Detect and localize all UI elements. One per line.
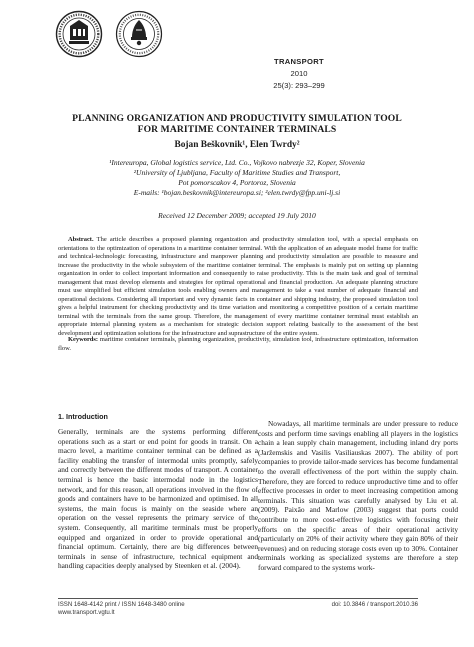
affiliation-1: ¹Intereuropa, Global logistics service, Ltd. Co., Vojkovo nabrezje 32, Koper, Slovenia	[109, 158, 365, 167]
keywords	[58, 336, 418, 353]
left-column	[58, 412, 258, 571]
article-title	[40, 113, 434, 135]
journal-year: 2010	[290, 69, 308, 78]
academy-seal-icon	[115, 10, 163, 58]
journal-name: TRANSPORT	[274, 57, 324, 66]
affiliation-3: Pot pomorscakov 4, Portoroz, Slovenia	[178, 178, 296, 187]
section-heading-introduction: 1. Introduction	[58, 412, 108, 421]
footer-issn-block	[58, 601, 258, 617]
footer-doi[interactable]: doi: 10.3846 / transport.2010.36	[331, 601, 418, 608]
author-emails: E-mails: ¹bojan.beskovnik@intereuropa.si; ²elen.twrdy@fpp.uni-lj.si	[133, 188, 341, 197]
footer-url[interactable]: www.transport.vgtu.lt	[58, 609, 115, 617]
journal-info	[258, 56, 340, 92]
left-column-text: Generally, terminals are the systems performing different operations such as a start or end point for goods in transit. On a macro level, a maritime container terminal can be defined as a facility enabling the transfer of intermodal units promptly, safely and correctly between the different modes of transport. A container terminal is hence the basic intermodal node in the logistics network, and for this reason, all operations involved in the flow of goods and containers have to be harmonized and optimised. In all systems, the main focus is mainly on the seaside where an operation on the vessel represents the primary service of the system. Consequently, all maritime terminals must be properly equipped and organized in order to provide operational and financial optimum. Certainly, there are big differences between terminals in sense of infrastructure, technical equipment and handling capacities deeply analysed by Steenken et al. (2004).	[58, 427, 258, 571]
university-seal-icon	[55, 10, 103, 58]
right-column-text: Nowadays, all maritime terminals are under pressure to reduce costs and perform time savings enabling all players in the logistics chain a lean supply chain management, including inland dry ports (Jaržemskis and Vasilis Vasiliauskas 2007). The ability of port companies to provide tailor-made services has become fundamental to the overall effectiveness of the port within the supply chain. Therefore, they are forced to reduce unproductive time and to offer effective processes in order to meet increasing competition among terminals. This situation was carefully analysed by Liu et al. (2009). Paixão and Marlow (2003) suggest that ports could contribute to more cost-effective logistics with focusing their efforts on the specific areas of their operational activity (particularly on 20% of their activity where they gain 80% of their revenues) and on reducing storage costs even up to 30%. Container terminals working as specialized systems are therefore a step forward compared to the systems work-	[258, 419, 458, 572]
abstract-label: Abstract.	[68, 236, 94, 243]
abstract-text: The article describes a proposed planning organization and productivity simulation tool, with a special emphasis on orientations to the optimization of operations in a maritime container terminal. With the application of an adequate model frame for traffic and technical-technologic forecasting, infrastructure and manpower planning and productivity simulation are possible to measure and increase the productivity in the whole subsystem of the maritime container terminal. The emphasis is mainly put on setting up planning organization in order to collect important information and consequently to raise productivity. This is the main task and goal of terminal management that must develop elements and strategies for optimal operational and financial production. An adequate planning structure must use simplified but efficient simulation tools enabling owners and management to take a vast number of adequate financial and operational decisions. Considering all important and very dynamic facts in container and shipping industry, the proposed simulation tool gives a helpful instrument for checking productivity and its time variation and monitoring a competitive position of a certain maritime terminal with the terminals from the same group. Therefore, the management of every maritime container terminal must establish an appropriate internal planning system as a mechanism for strategic decision support relating basically to the assessment of the best development and optimization solutions for the infrastructure and suprastructure of the entire system.	[58, 236, 418, 338]
footer-issn: ISSN 1648-4142 print / ISSN 1648-3480 online	[58, 601, 185, 608]
affiliations	[40, 158, 434, 198]
affiliation-2: ²University of Ljubljana, Faculty of Maritime Studies and Transport,	[133, 168, 341, 177]
keywords-text: maritime container terminals, planning organization, productivity, simulation tool, infrastructure optimization, information flow.	[58, 336, 418, 352]
footer-divider	[58, 598, 418, 599]
journal-issue: 25(3): 293–299	[273, 81, 325, 90]
keywords-label: Keywords:	[68, 336, 99, 343]
title-line-1: PLANNING ORGANIZATION AND PRODUCTIVITY SIMULATION TOOL	[72, 113, 402, 124]
received-dates: Received 12 December 2009; accepted 19 July 2010	[158, 211, 316, 220]
authors: Bojan Beškovnik¹, Elen Twrdy²	[174, 140, 300, 150]
title-line-2: FOR MARITIME CONTAINER TERMINALS	[137, 124, 337, 135]
abstract	[58, 236, 418, 339]
right-column	[258, 419, 458, 573]
